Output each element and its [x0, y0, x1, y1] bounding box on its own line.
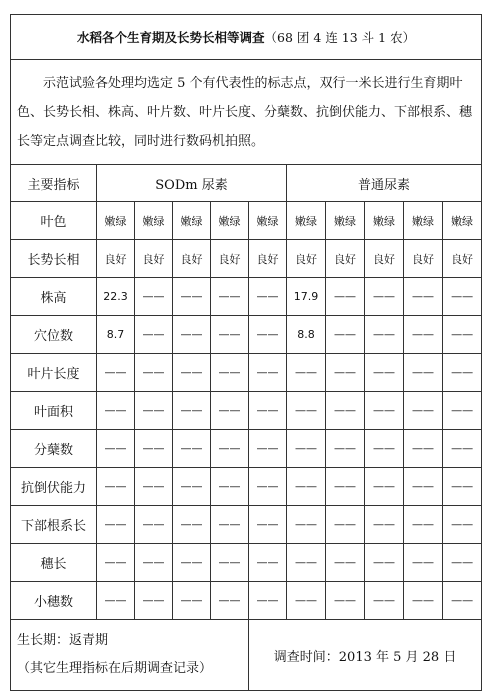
footer-note: （其它生理指标在后期调查记录） — [17, 661, 213, 676]
table-cell: —— — [173, 430, 211, 468]
table-cell: —— — [326, 430, 365, 468]
title-main: 水稻各个生育期及长势长相等调查 — [77, 30, 265, 45]
table-cell: —— — [365, 278, 404, 316]
table-cell: —— — [249, 278, 287, 316]
table-cell: —— — [365, 392, 404, 430]
table-row — [11, 316, 482, 354]
table-cell: 良好 — [365, 240, 404, 278]
table-cell: —— — [249, 582, 287, 620]
table-cell: —— — [97, 392, 135, 430]
table-cell: —— — [135, 430, 173, 468]
table-cell: —— — [173, 392, 211, 430]
table-cell: 嫩绿 — [365, 202, 404, 240]
row-label: 叶面积 — [11, 392, 97, 430]
table-cell: —— — [135, 582, 173, 620]
table-cell: —— — [365, 354, 404, 392]
table-cell: —— — [365, 430, 404, 468]
title-sub: （68 团 4 连 13 斗 1 农） — [264, 30, 416, 45]
table-cell: 22.3 — [97, 278, 135, 316]
table-cell: 良好 — [211, 240, 249, 278]
table-cell: —— — [365, 468, 404, 506]
table-cell: —— — [211, 506, 249, 544]
table-cell: —— — [249, 468, 287, 506]
table-cell: —— — [443, 278, 482, 316]
table-cell: —— — [287, 506, 326, 544]
table-cell: —— — [287, 392, 326, 430]
row-label: 株高 — [11, 278, 97, 316]
table-row — [11, 278, 482, 316]
table-cell: —— — [135, 354, 173, 392]
table-cell: —— — [211, 544, 249, 582]
table-cell: —— — [173, 468, 211, 506]
table-cell: —— — [135, 506, 173, 544]
table-cell: —— — [326, 278, 365, 316]
table-cell: —— — [287, 468, 326, 506]
table-cell: —— — [404, 278, 443, 316]
table-cell: 嫩绿 — [97, 202, 135, 240]
table-cell: —— — [97, 506, 135, 544]
table-cell: —— — [287, 544, 326, 582]
table-cell: —— — [287, 582, 326, 620]
table-cell: —— — [404, 582, 443, 620]
table-cell: —— — [365, 544, 404, 582]
row-label: 分蘖数 — [11, 430, 97, 468]
table-cell: 良好 — [287, 240, 326, 278]
table-cell: 良好 — [97, 240, 135, 278]
group-a-header: SODm 尿素 — [97, 165, 287, 202]
row-label: 穴位数 — [11, 316, 97, 354]
table-cell: —— — [211, 430, 249, 468]
table-cell: —— — [287, 430, 326, 468]
indicator-header: 主要指标 — [11, 165, 97, 202]
table-row — [11, 354, 482, 392]
table-cell: —— — [404, 392, 443, 430]
table-row — [11, 582, 482, 620]
table-cell: —— — [211, 582, 249, 620]
table-title — [11, 15, 482, 60]
table-cell: —— — [211, 278, 249, 316]
intro-paragraph: 示范试验各处理均选定 5 个有代表性的标志点，双行一米长进行生育期叶色、长势长相、株高、叶片数、叶片长度、分蘖数、抗倒伏能力、下部根系、穗长等定点调查比较，同时进行数码机拍照。 — [11, 60, 482, 165]
table-cell: —— — [326, 544, 365, 582]
table-cell: —— — [404, 316, 443, 354]
table-cell: —— — [211, 316, 249, 354]
row-label: 抗倒伏能力 — [11, 468, 97, 506]
table-cell: —— — [404, 430, 443, 468]
table-row — [11, 430, 482, 468]
table-cell: —— — [326, 354, 365, 392]
table-cell: —— — [211, 354, 249, 392]
table-cell: —— — [365, 582, 404, 620]
survey-date: 调查时间：2013 年 5 月 28 日 — [249, 620, 482, 691]
table-row — [11, 240, 482, 278]
row-label: 叶色 — [11, 202, 97, 240]
table-cell: 嫩绿 — [326, 202, 365, 240]
row-label: 小穗数 — [11, 582, 97, 620]
table-cell: 嫩绿 — [211, 202, 249, 240]
table-cell: 良好 — [404, 240, 443, 278]
table-cell: —— — [404, 544, 443, 582]
table-cell: —— — [326, 506, 365, 544]
table-cell: —— — [135, 468, 173, 506]
table-cell: —— — [173, 544, 211, 582]
footer-stage-cell — [11, 620, 249, 691]
table-cell: —— — [443, 468, 482, 506]
table-cell: 嫩绿 — [287, 202, 326, 240]
table-cell: —— — [97, 354, 135, 392]
table-cell: —— — [173, 582, 211, 620]
growth-stage: 生长期：返青期 — [17, 633, 109, 648]
table-cell: —— — [135, 316, 173, 354]
table-cell: —— — [443, 392, 482, 430]
table-cell: —— — [365, 506, 404, 544]
table-cell: 良好 — [443, 240, 482, 278]
table-cell: —— — [249, 506, 287, 544]
row-label: 叶片长度 — [11, 354, 97, 392]
table-cell: —— — [135, 544, 173, 582]
table-cell: 良好 — [173, 240, 211, 278]
table-cell: —— — [173, 506, 211, 544]
table-cell: —— — [404, 354, 443, 392]
table-row — [11, 544, 482, 582]
table-cell: —— — [249, 354, 287, 392]
table-cell: —— — [326, 392, 365, 430]
table-cell: —— — [135, 392, 173, 430]
table-cell: 嫩绿 — [135, 202, 173, 240]
table-cell: —— — [443, 430, 482, 468]
table-cell: 良好 — [135, 240, 173, 278]
table-cell: —— — [326, 316, 365, 354]
table-cell: —— — [97, 544, 135, 582]
table-cell: 嫩绿 — [404, 202, 443, 240]
table-cell: —— — [135, 278, 173, 316]
table-cell: —— — [404, 506, 443, 544]
group-b-header: 普通尿素 — [287, 165, 482, 202]
table-cell: 17.9 — [287, 278, 326, 316]
table-cell: —— — [443, 506, 482, 544]
row-label: 下部根系长 — [11, 506, 97, 544]
table-cell: —— — [173, 354, 211, 392]
table-cell: —— — [211, 392, 249, 430]
table-cell: —— — [404, 468, 443, 506]
row-label: 长势长相 — [11, 240, 97, 278]
table-row — [11, 468, 482, 506]
table-cell: —— — [173, 278, 211, 316]
table-cell: —— — [173, 316, 211, 354]
row-label: 穗长 — [11, 544, 97, 582]
table-cell: —— — [211, 468, 249, 506]
table-cell: —— — [443, 316, 482, 354]
table-row — [11, 392, 482, 430]
table-cell: 良好 — [249, 240, 287, 278]
table-cell: —— — [365, 316, 404, 354]
table-cell: 8.7 — [97, 316, 135, 354]
table-cell: —— — [97, 582, 135, 620]
table-cell: —— — [97, 430, 135, 468]
table-cell: —— — [443, 582, 482, 620]
table-cell: —— — [326, 582, 365, 620]
table-row — [11, 202, 482, 240]
survey-table — [10, 14, 482, 691]
table-cell: —— — [249, 316, 287, 354]
table-cell: —— — [443, 354, 482, 392]
table-cell: 8.8 — [287, 316, 326, 354]
table-cell: —— — [249, 392, 287, 430]
table-cell: 良好 — [326, 240, 365, 278]
table-cell: 嫩绿 — [173, 202, 211, 240]
table-cell: —— — [287, 354, 326, 392]
table-cell: —— — [249, 544, 287, 582]
table-cell: —— — [97, 468, 135, 506]
table-cell: —— — [326, 468, 365, 506]
table-row — [11, 506, 482, 544]
table-cell: 嫩绿 — [443, 202, 482, 240]
table-cell: —— — [443, 544, 482, 582]
table-cell: —— — [249, 430, 287, 468]
table-cell: 嫩绿 — [249, 202, 287, 240]
